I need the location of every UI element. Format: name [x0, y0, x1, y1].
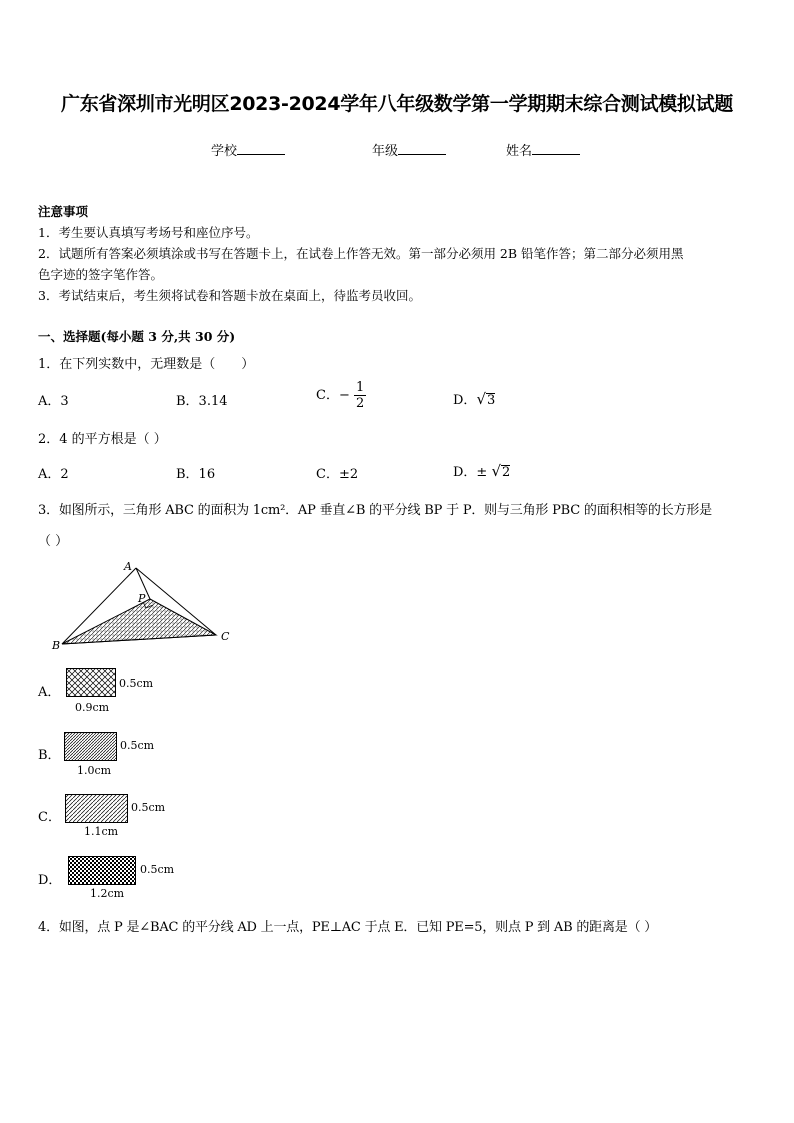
q1-d-prefix: D． — [453, 393, 477, 408]
rectangle-a-icon — [66, 668, 116, 697]
q4-stem: 4．如图，点 P 是∠BAC 的平分线 AD 上一点，PE⊥AC 于点 E．已知 PE=5，则点 P 到 AB 的距离是（ ） — [38, 920, 658, 935]
q2-option-a[interactable]: A．2 — [38, 467, 69, 482]
q1-stem: 1．在下列实数中，无理数是（ ） — [38, 357, 255, 372]
rect-d-height: 0.5cm — [140, 863, 175, 876]
q1-option-c[interactable] — [316, 380, 366, 411]
q1-option-d[interactable] — [453, 389, 495, 408]
shaded-triangle-pbc — [62, 599, 216, 644]
note-1: 1．考生要认真填写考场号和座位序号。 — [38, 225, 259, 240]
label-b: B — [52, 639, 61, 652]
q3-stem: 3．如图所示，三角形 ABC 的面积为 1cm²．AP 垂直∠B 的平分线 BP 于 P．则与三角形 PBC 的面积相等的长方形是 — [38, 503, 712, 518]
fraction-denominator: 2 — [355, 396, 365, 411]
school-label: 学校 — [211, 144, 238, 159]
q3-stem-end: （ ） — [38, 534, 69, 549]
name-field[interactable] — [506, 140, 580, 159]
name-blank[interactable] — [532, 143, 580, 155]
label-c: C — [221, 630, 230, 643]
q2-option-b[interactable]: B．16 — [176, 467, 216, 482]
rect-b-height: 0.5cm — [120, 739, 155, 752]
rectangle-d-icon — [68, 856, 136, 885]
sqrt-icon: √ — [476, 390, 486, 408]
rect-c-width: 1.1cm — [84, 825, 119, 838]
q3-option-a[interactable]: A． — [38, 685, 61, 700]
q1-d-radicand: 3 — [487, 393, 496, 408]
triangle-figure — [40, 558, 245, 653]
name-label: 姓名 — [506, 144, 533, 159]
q1-option-b[interactable]: B．3.14 — [176, 394, 228, 409]
label-p: P — [138, 592, 146, 605]
rectangle-c-icon — [65, 794, 128, 823]
rect-a-height: 0.5cm — [119, 677, 154, 690]
q1-option-a[interactable]: A．3 — [38, 394, 69, 409]
rect-d-width: 1.2cm — [90, 887, 125, 900]
q3-option-b[interactable]: B． — [38, 748, 61, 763]
q2-option-d[interactable] — [453, 461, 510, 480]
section-heading: 一、选择题(每小题 3 分,共 30 分) — [38, 329, 236, 344]
fraction-numerator: 1 — [355, 380, 365, 395]
school-field[interactable] — [211, 140, 285, 159]
page-title: 广东省深圳市光明区2023-2024学年八年级数学第一学期期末综合测试模拟试题 — [61, 93, 733, 115]
label-a: A — [124, 560, 132, 573]
rect-c-height: 0.5cm — [131, 801, 166, 814]
q2-d-radicand: 2 — [502, 465, 511, 480]
note-2b: 色字迹的签字笔作答。 — [38, 267, 164, 282]
q1-c-prefix: C．− — [316, 388, 350, 403]
rectangle-b-icon — [64, 732, 117, 761]
rect-b-width: 1.0cm — [77, 764, 112, 777]
school-blank[interactable] — [237, 143, 285, 155]
q2-d-prefix: D．± — [453, 465, 488, 480]
grade-field[interactable] — [372, 140, 446, 159]
q2-option-c[interactable]: C．±2 — [316, 467, 359, 482]
q1-c-fraction — [354, 380, 366, 411]
note-3: 3．考试结束后，考生须将试卷和答题卡放在桌面上，待监考员收回。 — [38, 288, 421, 303]
sqrt-icon: √ — [491, 462, 502, 480]
grade-label: 年级 — [372, 144, 399, 159]
grade-blank[interactable] — [398, 143, 446, 155]
notes-heading: 注意事项 — [38, 204, 89, 219]
q3-option-d[interactable]: D． — [38, 873, 62, 888]
note-2a: 2．试题所有答案必须填涂或书写在答题卡上，在试卷上作答无效。第一部分必须用 2B 铅笔作答；第二部分必须用黑 — [38, 246, 684, 261]
q2-stem: 2．4 的平方根是（ ） — [38, 432, 167, 447]
rect-a-width: 0.9cm — [75, 701, 110, 714]
q3-option-c[interactable]: C． — [38, 810, 61, 825]
